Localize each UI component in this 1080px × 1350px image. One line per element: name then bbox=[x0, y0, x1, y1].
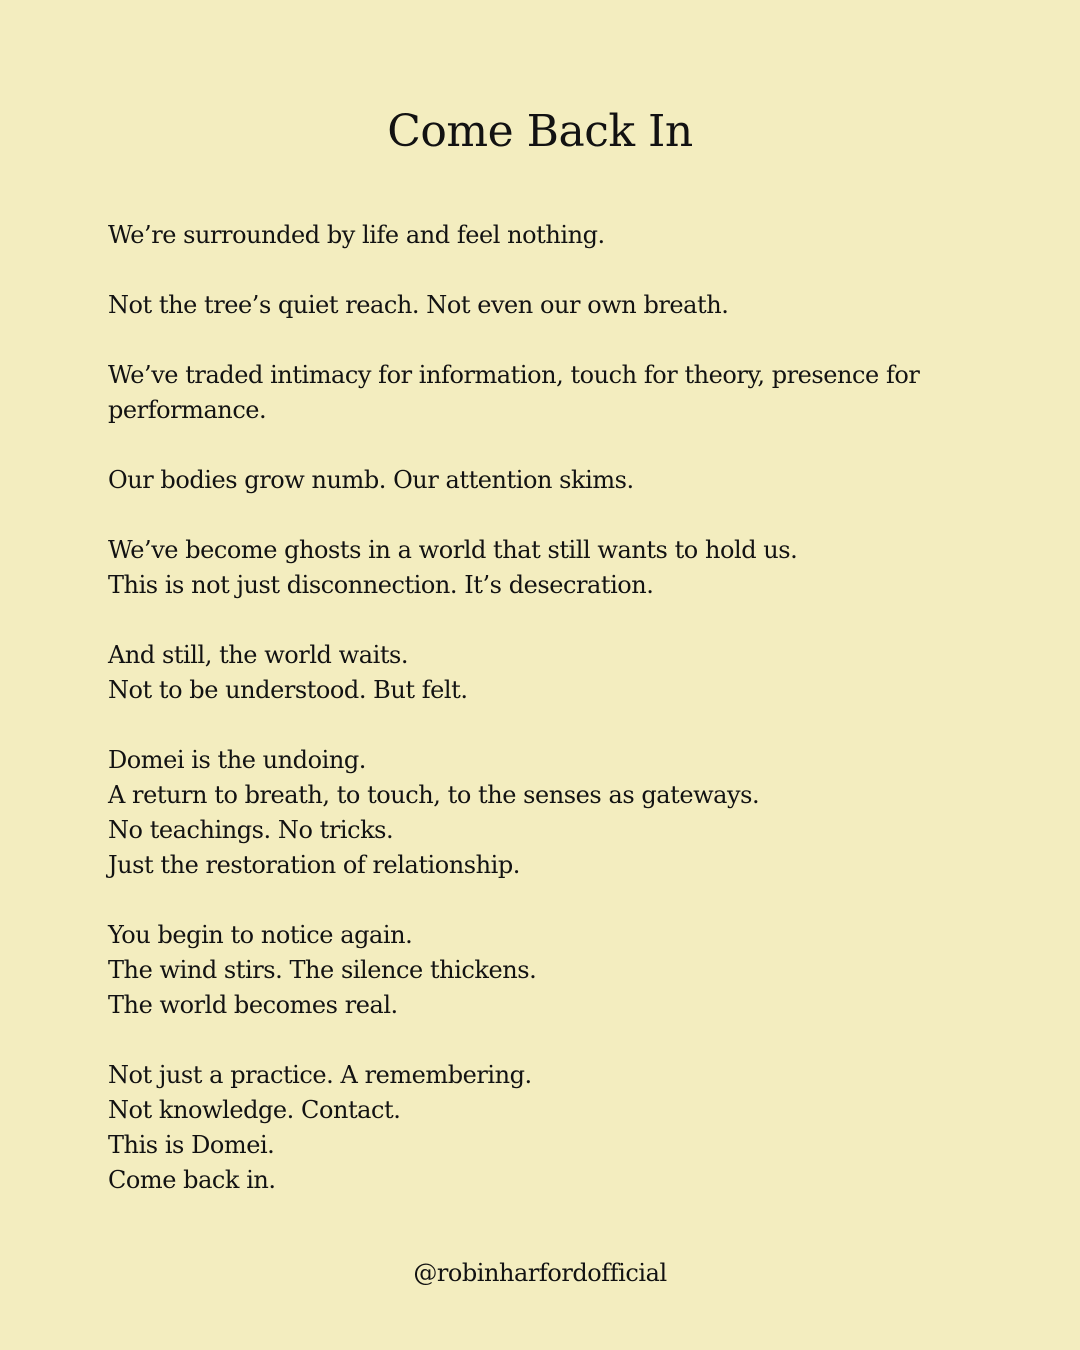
poem-line: Our bodies grow numb. Our attention skims. bbox=[108, 466, 634, 494]
stanza-6 bbox=[108, 638, 948, 708]
poem-line: Just the restoration of relationship. bbox=[108, 851, 520, 879]
poem-line: And still, the world waits. bbox=[108, 641, 409, 669]
poem-line: This is Domei. bbox=[108, 1131, 275, 1159]
stanza-5 bbox=[108, 533, 948, 603]
poem-line: No teachings. No tricks. bbox=[108, 816, 394, 844]
poem-line: We’ve become ghosts in a world that still wants to hold us. bbox=[108, 536, 798, 564]
poem-line: This is not just disconnection. It’s desecration. bbox=[108, 571, 654, 599]
poem-body bbox=[108, 218, 948, 1233]
poem-line: Domei is the undoing. bbox=[108, 746, 366, 774]
poem-line: The world becomes real. bbox=[108, 991, 398, 1019]
stanza-1 bbox=[108, 218, 948, 253]
poem-line: You begin to notice again. bbox=[108, 921, 413, 949]
author-handle: @robinharfordofficial bbox=[413, 1259, 667, 1287]
poem-line: Not to be understood. But felt. bbox=[108, 676, 468, 704]
stanza-7 bbox=[108, 743, 948, 883]
poem-line: We’re surrounded by life and feel nothing. bbox=[108, 221, 605, 249]
stanza-9 bbox=[108, 1058, 948, 1198]
stanza-2 bbox=[108, 288, 948, 323]
stanza-8 bbox=[108, 918, 948, 1023]
poem-line: Not the tree’s quiet reach. Not even our own breath. bbox=[108, 291, 729, 319]
stanza-3 bbox=[108, 358, 948, 428]
poem-line: A return to breath, to touch, to the senses as gateways. bbox=[108, 781, 760, 809]
poem-line: The wind stirs. The silence thickens. bbox=[108, 956, 537, 984]
poem-title: Come Back In bbox=[387, 106, 693, 157]
poem-line: Not just a practice. A remembering. bbox=[108, 1061, 532, 1089]
poem-line: Come back in. bbox=[108, 1166, 276, 1194]
poem-line: We’ve traded intimacy for information, touch for theory, presence for performance. bbox=[108, 361, 920, 424]
stanza-4 bbox=[108, 463, 948, 498]
poem-line: Not knowledge. Contact. bbox=[108, 1096, 401, 1124]
